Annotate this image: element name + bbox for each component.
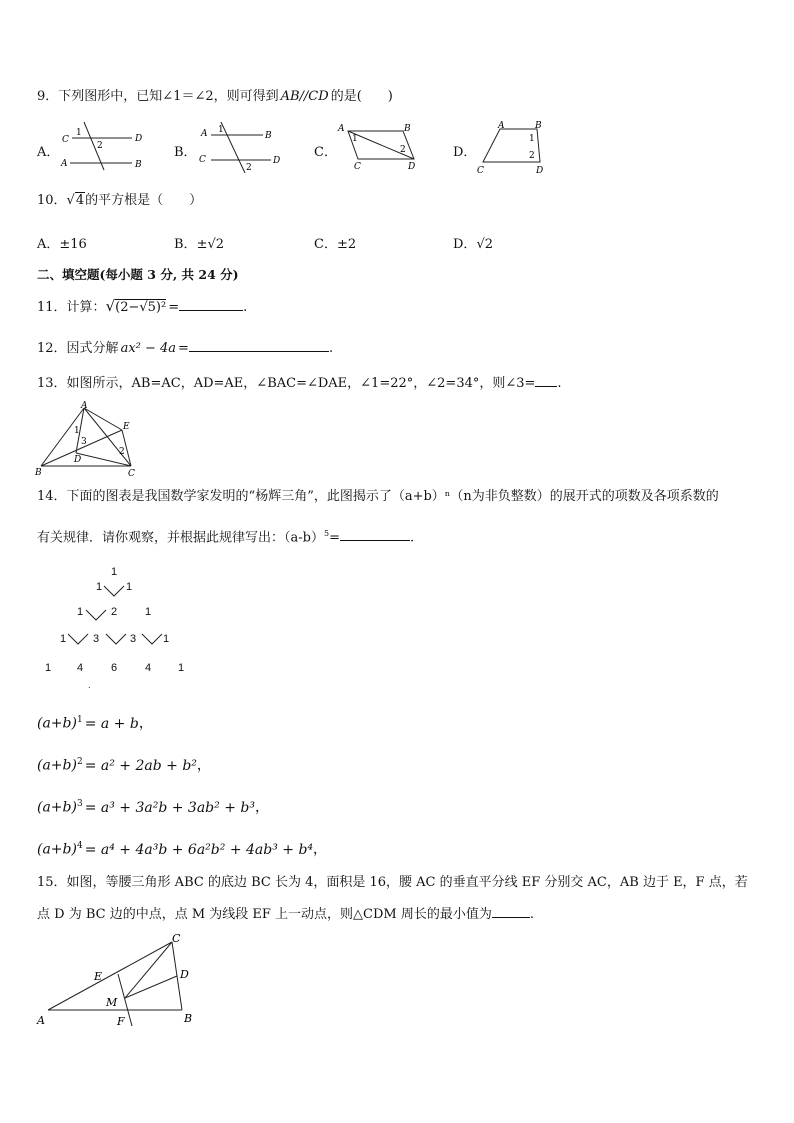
yh-r2-c0: 1 (77, 606, 84, 618)
expansion-3 (37, 795, 269, 817)
q10-option-a-value: ±16 (59, 237, 87, 252)
q10-option-c (314, 233, 356, 252)
q14-end: . (409, 530, 415, 546)
q12-number: 12． (37, 341, 67, 356)
q12-answer-blank[interactable] (189, 339, 329, 352)
expansion-4-exp: 4 (76, 841, 83, 851)
q9-option-c-label: C． (314, 145, 337, 160)
q9-option-d-label: D． (453, 145, 477, 160)
q10-option-c-value: ±2 (336, 237, 357, 252)
q11-number: 11． (37, 300, 67, 315)
q11-expr: (2−√5)² (115, 300, 167, 315)
q9-number: 9． (37, 89, 59, 104)
q15-answer-blank[interactable] (492, 905, 530, 918)
q13-label-e: E (123, 422, 130, 432)
q9-text-before: 下列图形中，已知∠1＝∠2，则可得到 (58, 89, 279, 104)
q9b-label-b: B (265, 131, 272, 141)
q9d-label-d: D (536, 166, 544, 176)
q9b-label-2: 2 (246, 163, 252, 173)
q13-label-b: B (35, 468, 42, 478)
q13-number: 13． (37, 376, 67, 391)
expansion-4-rhs: = a⁴ + 4a³b + 6a²b² + 4ab³ + b⁴ (84, 841, 314, 858)
q9d-label-1: 1 (529, 134, 535, 144)
q15-label-m: M (106, 996, 118, 1009)
q14-line2-text: 有关规律．请你观察，并根据此规律写出：（a-b） (37, 530, 324, 546)
q11-sqrt-sign: √ (105, 297, 116, 315)
q15-label-c: C (172, 932, 181, 945)
q13-stem (37, 374, 562, 393)
q15-figure (34, 928, 204, 1030)
q9c-label-b: B (404, 124, 411, 134)
q9-option-a-label: A． (37, 145, 60, 160)
q15-label-b: B (184, 1012, 193, 1025)
q13-label-d: D (74, 455, 82, 465)
q9-stem (37, 88, 393, 106)
yh-r4-c1: 4 (77, 662, 84, 674)
q9d-label-b: B (535, 121, 542, 131)
q11-text: 计算： (66, 300, 106, 315)
q10-option-d-label: D． (453, 237, 477, 252)
yh-r3-c3: 1 (163, 633, 170, 645)
q12-text: 因式分解 (66, 341, 119, 356)
q11-end: . (243, 300, 248, 315)
q9a-label-a: A (61, 159, 68, 169)
q12-end: . (328, 341, 334, 356)
q13-answer-blank[interactable] (535, 374, 557, 387)
q13-label-c: C (128, 469, 135, 478)
expansion-1-rhs: = a + b (84, 715, 139, 732)
expansion-2-rhs: = a² + 2ab + b² (84, 757, 197, 774)
yh-r4-c2: 6 (111, 662, 118, 674)
expansion-2-tail: ， (196, 757, 211, 774)
yh-r4-c3: 4 (145, 662, 152, 674)
yh-r3-c0: 1 (60, 633, 67, 645)
q15-end: . (529, 907, 534, 922)
q12-eq: = (178, 341, 189, 356)
yanghui-triangle (30, 560, 200, 700)
yh-r3-c2: 3 (130, 633, 137, 645)
q14-line2 (37, 525, 414, 547)
q11-answer-blank[interactable] (179, 298, 243, 311)
q14-answer-blank[interactable] (340, 528, 410, 541)
expansion-4-lhs: (a+b) (37, 841, 77, 858)
yh-r3-c1: 3 (93, 633, 100, 645)
q10-option-c-label: C． (314, 237, 337, 252)
yh-r2-c1: 2 (111, 606, 118, 618)
yh-r1-c1: 1 (126, 581, 133, 593)
yh-r4-c0: 1 (45, 662, 52, 674)
expansion-1-exp: 1 (76, 715, 83, 725)
q9a-label-c: C (62, 135, 69, 145)
q9a-label-b: B (135, 160, 142, 170)
q12-stem (37, 339, 333, 358)
q9-math: AB//CD (280, 89, 329, 104)
expansion-2 (37, 753, 211, 775)
q9b-label-d: D (273, 156, 281, 166)
q9d-label-a: A (498, 121, 505, 131)
q14-number: 14． (37, 489, 67, 504)
q9-figure-b (197, 120, 292, 175)
q11-eq: = (168, 300, 180, 315)
q10-option-a-label: A． (37, 237, 60, 252)
expansion-1-tail: ， (138, 715, 153, 732)
q10-option-b-label: B． (174, 237, 197, 252)
q9c-label-c: C (354, 162, 361, 172)
q9-figure-c (336, 120, 426, 175)
q10-option-a (37, 233, 87, 252)
q10-option-d-value: √2 (476, 237, 493, 252)
yh-dot: . (88, 680, 91, 690)
q9b-label-c: C (199, 155, 206, 165)
q9-text-after: 的是( ) (330, 89, 393, 104)
yh-r0-c0: 1 (111, 566, 118, 578)
q13-end: . (557, 376, 562, 391)
q9-option-b-label: B． (174, 145, 197, 160)
q10-option-b (174, 233, 224, 252)
yh-r4-c4: 1 (178, 662, 185, 674)
q15-line2 (37, 905, 534, 924)
yh-r1-c0: 1 (96, 581, 103, 593)
expansion-1-lhs: (a+b) (37, 715, 77, 732)
q15-label-d: D (180, 968, 189, 981)
q13-label-1: 1 (74, 426, 80, 436)
q10-option-b-value: ±√2 (196, 237, 225, 252)
expansion-4 (37, 837, 327, 859)
q14-eq: = (329, 530, 340, 546)
expansion-3-lhs: (a+b) (37, 799, 77, 816)
section-heading: 二、填空题(每小题 3 分, 共 24 分) (37, 267, 239, 282)
yanghui-connectors (30, 560, 200, 700)
q9b-label-1: 1 (218, 125, 224, 135)
yh-r2-c2: 1 (145, 606, 152, 618)
q9b-label-a: A (201, 129, 208, 139)
expansion-2-exp: 2 (76, 757, 83, 767)
q15-label-e: E (94, 970, 103, 983)
q11-stem (37, 297, 247, 317)
q15-label-a: A (37, 1014, 45, 1027)
q9c-label-a: A (338, 124, 345, 134)
q10-text: 的平方根是（ ） (85, 193, 203, 208)
q15-line1-text: 如图，等腰三角形 ABC 的底边 BC 长为 4，面积是 16，腰 AC 的垂直平分线 EF 分别交 AC，AB 边于 E，F 点，若 (66, 875, 748, 890)
q13-figure (34, 398, 144, 478)
q9-figure-d (474, 118, 559, 178)
q10-option-d (453, 233, 493, 252)
q15-number: 15． (37, 875, 67, 890)
expansion-3-exp: 3 (76, 799, 83, 809)
q9d-label-2: 2 (529, 151, 535, 161)
q9a-label-1: 1 (76, 128, 82, 138)
q13-text: 如图所示，AB=AC，AD=AE，∠BAC=∠DAE，∠1=22°，∠2=34°，则∠3= (66, 376, 536, 391)
q9d-label-c: C (477, 166, 484, 176)
expansion-3-rhs: = a³ + 3a²b + 3ab² + b³ (84, 799, 255, 816)
expansion-2-lhs: (a+b) (37, 757, 77, 774)
q15-line1 (37, 874, 748, 892)
q9c-label-1: 1 (352, 134, 358, 144)
q10-sqrt-sign: √ (66, 193, 75, 208)
expansion-4-tail: ， (313, 841, 328, 858)
q13-label-3: 3 (81, 437, 87, 447)
q14-line1-text: 下面的图表是我国数学家发明的“杨辉三角”，此图揭示了（a+b）ⁿ（n为非负整数）的展开式的项数及各项系数的 (66, 489, 719, 504)
q13-label-a: A (81, 401, 88, 411)
q15-line2-text: 点 D 为 BC 边的中点，点 M 为线段 EF 上一动点，则△CDM 周长的最小值为 (37, 907, 492, 922)
q10-radicand: 4 (75, 193, 85, 208)
q10-number: 10． (37, 193, 67, 208)
q9a-label-2: 2 (97, 141, 103, 151)
expansion-3-tail: ， (254, 799, 269, 816)
q9-figure-a (58, 118, 148, 173)
q14-line1 (37, 488, 719, 506)
q9c-label-d: D (408, 162, 416, 172)
q9a-label-d: D (135, 134, 143, 144)
q10-stem (37, 192, 202, 210)
q13-label-2: 2 (119, 447, 125, 457)
q9c-label-2: 2 (400, 145, 406, 155)
expansion-1 (37, 711, 153, 733)
q14-exponent: 5 (323, 529, 330, 538)
q15-label-f: F (117, 1015, 125, 1028)
q12-expr: ax² − 4a (120, 341, 177, 356)
